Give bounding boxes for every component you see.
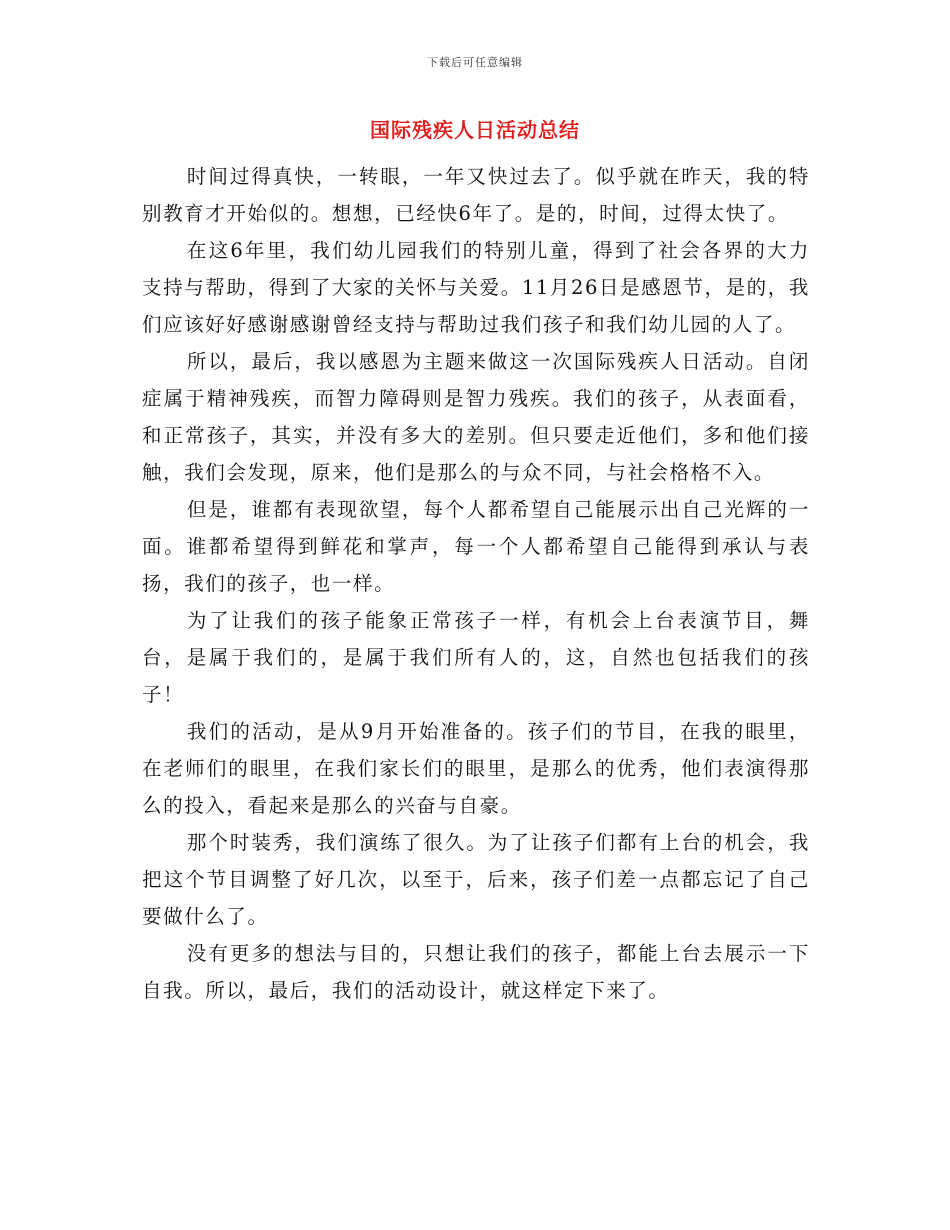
paragraph: 那个时装秀，我们演练了很久。为了让孩子们都有上台的机会，我把这个节目调整了好几次，以至于，后来，孩子们差一点都忘记了自己要做什么了。: [142, 831, 810, 928]
document-body: [142, 158, 810, 1009]
paragraph: 但是，谁都有表现欲望，每个人都希望自己能展示出自己光辉的一面。谁都希望得到鲜花和掌声，每一个人都希望自己能得到承认与表扬，我们的孩子，也一样。: [142, 498, 810, 595]
paragraph: 时间过得真快，一转眼，一年又快过去了。似乎就在昨天，我的特别教育才开始似的。想想，已经快6年了。是的，时间，过得太快了。: [142, 165, 810, 225]
page-header: 下载后可任意编辑: [427, 56, 523, 69]
paragraph: 没有更多的想法与目的，只想让我们的孩子，都能上台去展示一下自我。所以，最后，我们的活动设计，就这样定下来了。: [142, 942, 810, 1002]
paragraph: 所以，最后，我以感恩为主题来做这一次国际残疾人日活动。自闭症属于精神残疾，而智力障碍则是智力残疾。我们的孩子，从表面看，和正常孩子，其实，并没有多大的差别。但只要走近他们，多和他们接触，我们会发现，原来，他们是那么的与众不同，与社会格格不入。: [142, 350, 810, 484]
paragraph: 我们的活动，是从9月开始准备的。孩子们的节目，在我的眼里，在老师们的眼里，在我们家长们的眼里，是那么的优秀，他们表演得那么的投入，看起来是那么的兴奋与自豪。: [142, 720, 810, 817]
paragraph: 为了让我们的孩子能象正常孩子一样，有机会上台表演节目，舞台，是属于我们的，是属于我们所有人的，这，自然也包括我们的孩子！: [142, 609, 810, 706]
document-title: 国际残疾人日活动总结: [370, 118, 580, 142]
paragraph: 在这6年里，我们幼儿园我们的特别儿童，得到了社会各界的大力支持与帮助，得到了大家的关怀与关爱。11月26日是感恩节，是的，我们应该好好感谢感谢曾经支持与帮助过我们孩子和我们幼儿园的人了。: [142, 239, 810, 336]
